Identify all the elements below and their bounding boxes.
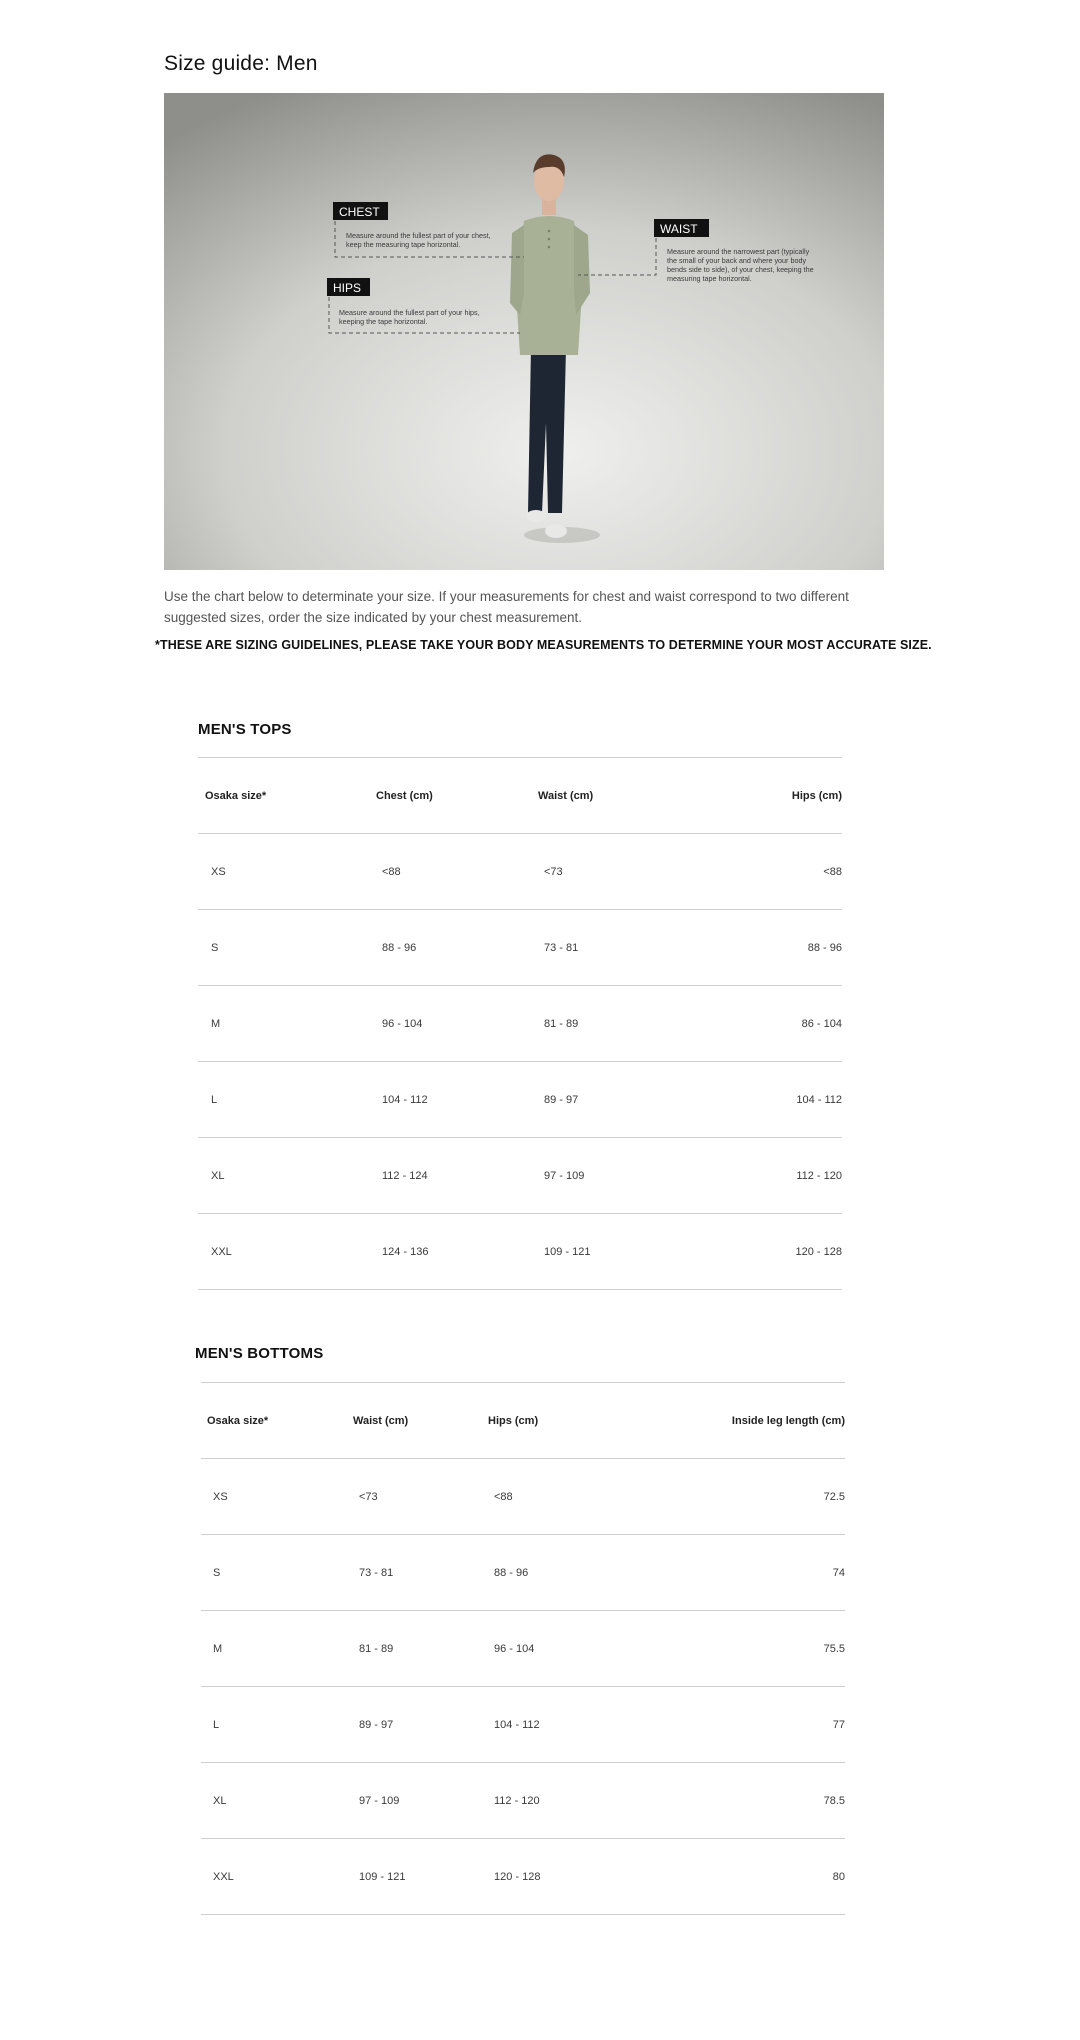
table-row (201, 1763, 845, 1839)
tops-waist-cell: 109 - 121 (538, 1214, 698, 1290)
table-row (198, 1138, 842, 1214)
tops-size-cell: S (198, 910, 376, 986)
bottoms-waist-cell: <73 (353, 1459, 488, 1535)
tops-waist-cell: 89 - 97 (538, 1062, 698, 1138)
tops-size-table (198, 757, 842, 1290)
hips-label: HIPS (333, 281, 362, 295)
chest-label: CHEST (339, 205, 380, 219)
tops-chest-cell: <88 (376, 834, 538, 910)
bottoms-inside-leg-cell: 74 (648, 1535, 845, 1611)
bottoms-waist-cell: 89 - 97 (353, 1687, 488, 1763)
tops-header-chest: Chest (cm) (376, 758, 538, 834)
tops-header-waist: Waist (cm) (538, 758, 698, 834)
tops-size-cell: XXL (198, 1214, 376, 1290)
bottoms-header-size: Osaka size* (201, 1383, 353, 1459)
bottoms-size-cell: L (201, 1687, 353, 1763)
chest-note-line-1: Measure around the fullest part of your chest, (346, 231, 491, 240)
page-title: Size guide: Men (164, 52, 318, 75)
tops-hips-cell: 104 - 112 (698, 1062, 842, 1138)
waist-note-line-3: bends side to side), of your chest, keeping the (667, 265, 814, 274)
bottoms-inside-leg-cell: 80 (648, 1839, 845, 1915)
bottoms-inside-leg-cell: 72.5 (648, 1459, 845, 1535)
tops-waist-cell: 73 - 81 (538, 910, 698, 986)
tops-waist-cell: 97 - 109 (538, 1138, 698, 1214)
table-row (201, 1611, 845, 1687)
bottoms-size-table (201, 1382, 845, 1915)
tops-header-row (198, 758, 842, 834)
tops-size-cell: M (198, 986, 376, 1062)
tops-chest-cell: 96 - 104 (376, 986, 538, 1062)
bottoms-waist-cell: 97 - 109 (353, 1763, 488, 1839)
bottoms-inside-leg-cell: 77 (648, 1687, 845, 1763)
tops-chest-cell: 88 - 96 (376, 910, 538, 986)
tops-chest-cell: 112 - 124 (376, 1138, 538, 1214)
bottoms-waist-cell: 81 - 89 (353, 1611, 488, 1687)
tops-size-cell: XL (198, 1138, 376, 1214)
sizing-disclaimer: *THESE ARE SIZING GUIDELINES, PLEASE TAKE YOUR BODY MEASUREMENTS TO DETERMINE YOUR MOST ACCURATE SIZE. (155, 638, 932, 652)
bottoms-size-cell: M (201, 1611, 353, 1687)
bottoms-hips-cell: 104 - 112 (488, 1687, 648, 1763)
table-row (198, 1062, 842, 1138)
bottoms-hips-cell: <88 (488, 1459, 648, 1535)
table-row (201, 1687, 845, 1763)
waist-note-line-1: Measure around the narrowest part (typically (667, 247, 810, 256)
bottoms-header-row (201, 1383, 845, 1459)
bottoms-hips-cell: 112 - 120 (488, 1763, 648, 1839)
bottoms-waist-cell: 109 - 121 (353, 1839, 488, 1915)
tops-hips-cell: 88 - 96 (698, 910, 842, 986)
table-row (198, 986, 842, 1062)
tops-waist-cell: 81 - 89 (538, 986, 698, 1062)
hips-note-line-1: Measure around the fullest part of your hips, (339, 308, 480, 317)
size-guide-hero-image (164, 93, 884, 570)
tops-hips-cell: 86 - 104 (698, 986, 842, 1062)
bottoms-size-cell: XXL (201, 1839, 353, 1915)
hips-note-line-2: keeping the tape horizontal. (339, 317, 428, 326)
table-row (201, 1839, 845, 1915)
tops-hips-cell: 120 - 128 (698, 1214, 842, 1290)
bottoms-header-inside-leg: Inside leg length (cm) (648, 1383, 845, 1459)
chest-note-line-2: keep the measuring tape horizontal. (346, 240, 461, 249)
tops-chest-cell: 124 - 136 (376, 1214, 538, 1290)
bottoms-header-hips: Hips (cm) (488, 1383, 648, 1459)
tops-hips-cell: <88 (698, 834, 842, 910)
table-row (198, 910, 842, 986)
tops-chest-cell: 104 - 112 (376, 1062, 538, 1138)
waist-note-line-2: the small of your back and where your body (667, 256, 807, 265)
bottoms-size-cell: S (201, 1535, 353, 1611)
bottoms-section-title: MEN'S BOTTOMS (195, 1345, 324, 1362)
bottoms-hips-cell: 96 - 104 (488, 1611, 648, 1687)
bottoms-hips-cell: 88 - 96 (488, 1535, 648, 1611)
table-row (201, 1535, 845, 1611)
tops-header-hips: Hips (cm) (698, 758, 842, 834)
bottoms-waist-cell: 73 - 81 (353, 1535, 488, 1611)
tops-header-size: Osaka size* (198, 758, 376, 834)
bottoms-inside-leg-cell: 78.5 (648, 1763, 845, 1839)
bottoms-header-waist: Waist (cm) (353, 1383, 488, 1459)
tops-size-cell: XS (198, 834, 376, 910)
tops-waist-cell: <73 (538, 834, 698, 910)
table-row (198, 834, 842, 910)
bottoms-hips-cell: 120 - 128 (488, 1839, 648, 1915)
table-row (201, 1459, 845, 1535)
bottoms-size-cell: XS (201, 1459, 353, 1535)
bottoms-inside-leg-cell: 75.5 (648, 1611, 845, 1687)
tops-size-cell: L (198, 1062, 376, 1138)
waist-label: WAIST (660, 222, 698, 236)
size-guide-intro: Use the chart below to determinate your size. If your measurements for chest and waist correspond to two different suggested sizes, order the size indicated by your chest measurement. (164, 589, 849, 625)
tops-section-title: MEN'S TOPS (198, 721, 292, 738)
waist-note-line-4: measuring tape horizontal. (667, 274, 752, 283)
bottoms-size-cell: XL (201, 1763, 353, 1839)
tops-hips-cell: 112 - 120 (698, 1138, 842, 1214)
table-row (198, 1214, 842, 1290)
